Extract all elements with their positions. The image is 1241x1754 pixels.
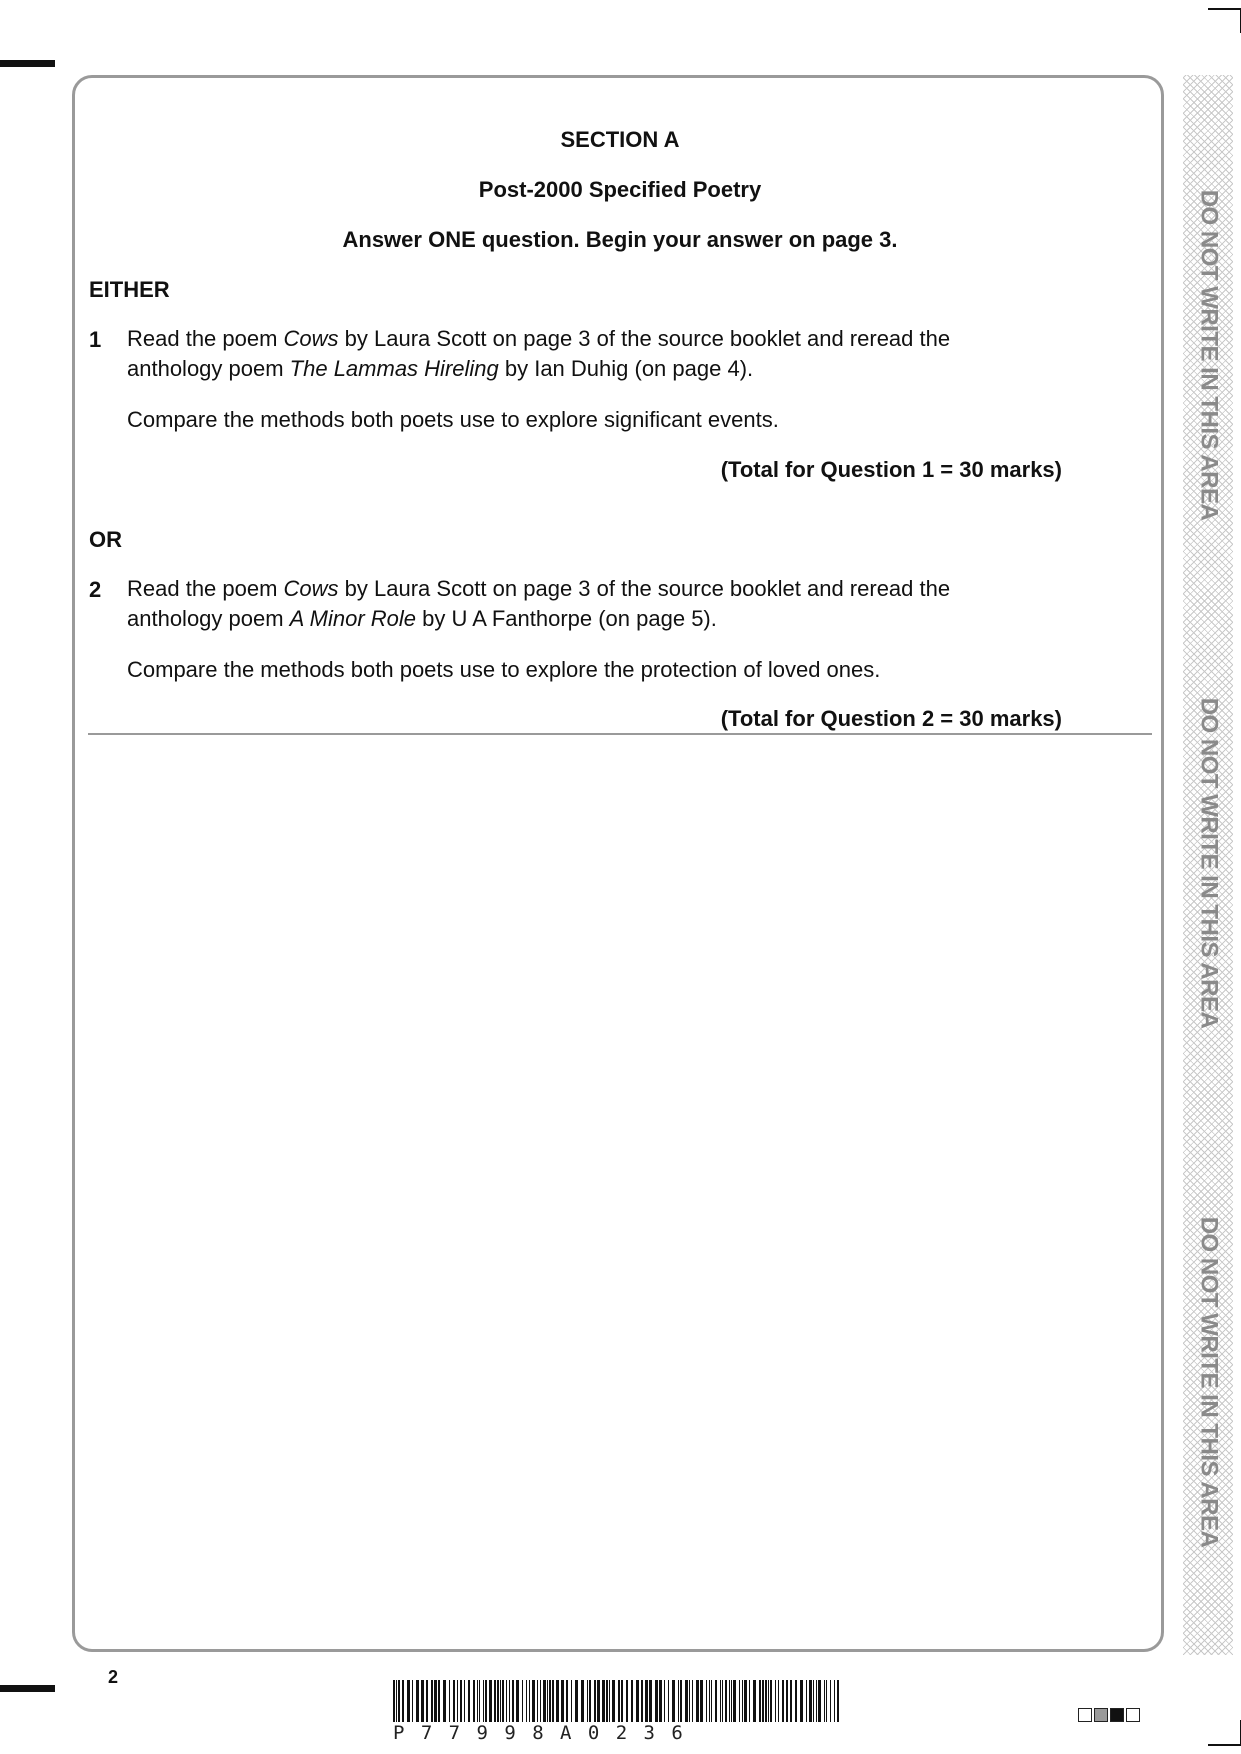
- barcode-bar: [655, 1680, 658, 1722]
- barcode-bar: [537, 1680, 538, 1722]
- crop-mark: [0, 1685, 55, 1692]
- barcode-bar: [547, 1680, 548, 1722]
- barcode-bar: [532, 1680, 535, 1722]
- barcode-bar: [834, 1680, 835, 1722]
- barcode-bar: [765, 1680, 767, 1722]
- barcode-bar: [431, 1680, 433, 1722]
- registration-box: [1094, 1708, 1108, 1722]
- barcode-bar: [457, 1680, 458, 1722]
- barcode-bar: [826, 1680, 827, 1722]
- barcode-bar: [479, 1680, 480, 1722]
- section-subtitle: Post-2000 Specified Poetry: [478, 177, 762, 202]
- barcode-bar: [526, 1680, 527, 1722]
- question-number: 2: [89, 577, 102, 602]
- barcode-bar: [497, 1680, 499, 1722]
- barcode-bar: [800, 1680, 803, 1722]
- section-title: SECTION A: [560, 127, 680, 152]
- barcode-bar: [426, 1680, 428, 1722]
- barcode-bar: [722, 1680, 723, 1722]
- barcode-bar: [502, 1680, 504, 1722]
- barcode-bar: [837, 1680, 839, 1722]
- poem-title: Cows: [283, 576, 339, 601]
- barcode-bar: [407, 1680, 410, 1722]
- barcode-bar: [612, 1680, 615, 1722]
- barcode-bar: [571, 1680, 572, 1722]
- barcode-bar: [552, 1680, 554, 1722]
- section-divider: [88, 733, 1152, 735]
- barcode-bar: [434, 1680, 437, 1722]
- barcode-bar: [529, 1680, 530, 1722]
- registration-box: [1110, 1708, 1124, 1722]
- barcode-bar: [602, 1680, 605, 1722]
- margin-warning: DO NOT WRITE IN THIS AREA: [1195, 189, 1223, 521]
- barcode-bar: [672, 1680, 675, 1722]
- barcode-bar: [589, 1680, 591, 1722]
- barcode-bar: [468, 1680, 470, 1722]
- barcode-bar: [636, 1680, 639, 1722]
- barcode-bar: [543, 1680, 546, 1722]
- crop-mark: [1208, 8, 1241, 10]
- barcode-bar: [575, 1680, 578, 1722]
- barcode-bar: [700, 1680, 703, 1722]
- question-total: (Total for Question 2 = 30 marks): [720, 706, 1062, 731]
- barcode-bar: [587, 1680, 588, 1722]
- barcode-bar: [485, 1680, 487, 1722]
- barcode-bar: [692, 1680, 693, 1722]
- poem-title: Cows: [283, 326, 339, 351]
- barcode-bar: [744, 1680, 747, 1722]
- barcode-bar: [762, 1680, 764, 1722]
- question-text: Read the poem Cows by Laura Scott on page 3 of the source booklet and reread the anthology poem The Lammas Hireling by Ian Duhig (on page 4).: [127, 326, 951, 381]
- barcode-bar: [731, 1680, 732, 1722]
- barcode-bar: [594, 1680, 596, 1722]
- question-prompt: Compare the methods both poets use to explore significant events.: [127, 407, 779, 432]
- barcode-bar: [453, 1680, 455, 1722]
- barcode-bar: [778, 1680, 779, 1722]
- barcode-bar: [449, 1680, 450, 1722]
- barcode-bar: [830, 1680, 831, 1722]
- question-number: 1: [89, 327, 102, 352]
- barcode-bar: [818, 1680, 821, 1722]
- crop-mark: [0, 60, 55, 67]
- barcode-bar: [398, 1680, 400, 1722]
- barcode-bar: [664, 1680, 665, 1722]
- barcode-bar: [775, 1680, 776, 1722]
- barcode-bar: [709, 1680, 710, 1722]
- barcode-bar: [696, 1680, 699, 1722]
- barcode-bar: [609, 1680, 610, 1722]
- barcode-bar: [641, 1680, 643, 1722]
- barcode-bar: [649, 1680, 652, 1722]
- barcode-bar: [678, 1680, 679, 1722]
- barcode-bar: [706, 1680, 707, 1722]
- barcode-bar: [500, 1680, 501, 1722]
- question-total: (Total for Question 1 = 30 marks): [720, 457, 1062, 482]
- barcode-bar: [402, 1680, 404, 1722]
- barcode-bar: [795, 1680, 797, 1722]
- barcode-bar: [483, 1680, 484, 1722]
- barcode-bar: [522, 1680, 523, 1722]
- barcode-bar: [597, 1680, 600, 1722]
- barcode-bar: [540, 1680, 541, 1722]
- barcode-bar: [685, 1680, 688, 1722]
- barcode-bar: [477, 1680, 478, 1722]
- barcode-bar: [606, 1680, 608, 1722]
- barcode-bar: [621, 1680, 623, 1722]
- either-label: EITHER: [89, 277, 170, 302]
- barcode-bar: [689, 1680, 690, 1722]
- barcode-bar: [813, 1680, 814, 1722]
- barcode-bar: [506, 1680, 507, 1722]
- barcode-bar: [512, 1680, 514, 1722]
- barcode-bar: [680, 1680, 682, 1722]
- barcode-bar: [556, 1680, 559, 1722]
- barcode-bar: [782, 1680, 784, 1722]
- barcode-bar: [421, 1680, 424, 1722]
- barcode-bar: [566, 1680, 568, 1722]
- barcode-bar: [626, 1680, 628, 1722]
- barcode-bar: [561, 1680, 564, 1722]
- barcode-bar: [759, 1680, 761, 1722]
- or-label: OR: [89, 527, 122, 552]
- barcode-bar: [668, 1680, 669, 1722]
- margin-warning: DO NOT WRITE IN THIS AREA: [1195, 697, 1223, 1029]
- barcode-bar: [711, 1680, 712, 1722]
- barcode-bar: [715, 1680, 717, 1722]
- poem-title: The Lammas Hireling: [289, 356, 499, 381]
- margin-warning: DO NOT WRITE IN THIS AREA: [1195, 1216, 1223, 1548]
- barcode-bar: [809, 1680, 812, 1722]
- barcode-bar: [494, 1680, 496, 1722]
- barcode-bar: [790, 1680, 792, 1722]
- barcode-bar: [824, 1680, 825, 1722]
- barcode-bar: [742, 1680, 743, 1722]
- barcode-bar: [753, 1680, 756, 1722]
- barcode-bar: [645, 1680, 648, 1722]
- barcode-bar: [816, 1680, 817, 1722]
- barcode-bar: [659, 1680, 662, 1722]
- barcode-bar: [768, 1680, 769, 1722]
- barcode-bar: [412, 1680, 413, 1722]
- page-number: 2: [108, 1667, 119, 1687]
- barcode-bar: [438, 1680, 440, 1722]
- crop-mark: [1208, 1744, 1241, 1746]
- barcode-bar: [464, 1680, 465, 1722]
- barcode-text: P77998A0236: [393, 1722, 700, 1744]
- barcode-bar: [509, 1680, 510, 1722]
- barcode-bar: [720, 1680, 721, 1722]
- barcode-bar: [739, 1680, 740, 1722]
- poem-title: A Minor Role: [289, 606, 417, 631]
- section-instruction: Answer ONE question. Begin your answer on page 3.: [342, 227, 898, 252]
- barcode-bar: [516, 1680, 519, 1722]
- barcode-bar: [749, 1680, 750, 1722]
- barcode-bar: [393, 1680, 395, 1722]
- barcode-bar: [806, 1680, 807, 1722]
- barcode-bar: [396, 1680, 397, 1722]
- page-frame: [72, 75, 1164, 1652]
- barcode-bar: [786, 1680, 788, 1722]
- barcode-bar: [473, 1680, 475, 1722]
- registration-box: [1078, 1708, 1092, 1722]
- barcode-bar: [733, 1680, 736, 1722]
- barcode-bar: [416, 1680, 419, 1722]
- question-text: Read the poem Cows by Laura Scott on page 3 of the source booklet and reread the anthology poem A Minor Role by U A Fanthorpe (on page 5).: [127, 576, 951, 631]
- barcode-bar: [631, 1680, 633, 1722]
- barcode-bar: [549, 1680, 551, 1722]
- barcode-bar: [443, 1680, 446, 1722]
- registration-boxes: [1078, 1708, 1140, 1722]
- barcode-bar: [729, 1680, 730, 1722]
- question-prompt: Compare the methods both poets use to explore the protection of loved ones.: [127, 657, 881, 682]
- registration-box: [1126, 1708, 1140, 1722]
- barcode-bar: [770, 1680, 772, 1722]
- barcode-bar: [618, 1680, 620, 1722]
- barcode-bar: [725, 1680, 727, 1722]
- barcode-icon: [393, 1680, 845, 1722]
- barcode-bar: [460, 1680, 462, 1722]
- barcode-bar: [581, 1680, 584, 1722]
- barcode-bar: [489, 1680, 492, 1722]
